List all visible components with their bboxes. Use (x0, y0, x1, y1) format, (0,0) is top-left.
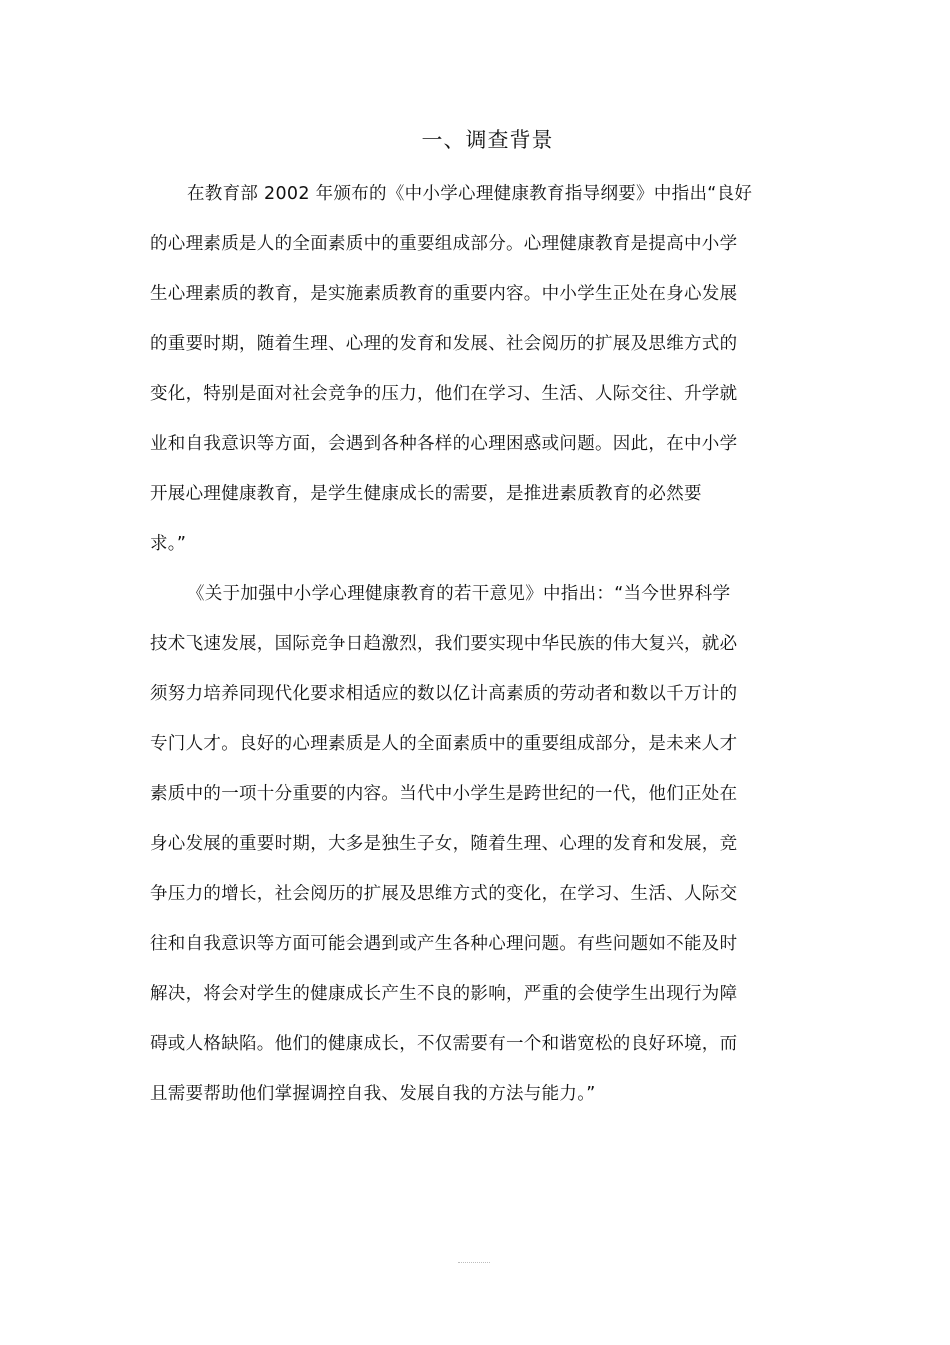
section-heading: 一、调查背景 (421, 128, 554, 152)
paragraph-2-line-11: 且需要帮助他们掌握调控自我、发展自我的方法与能力。” (150, 1084, 596, 1104)
paragraph-1-line-2: 的心理素质是人的全面素质中的重要组成部分。心理健康教育是提高中小学 (150, 234, 738, 254)
paragraph-2-line-9: 解决，将会对学生的健康成长产生不良的影响，严重的会使学生出现行为障 (150, 984, 738, 1004)
paragraph-2-line-8: 往和自我意识等方面可能会遇到或产生各种心理问题。有些问题如不能及时 (150, 934, 738, 954)
paragraph-1-line-6: 业和自我意识等方面，会遇到各种各样的心理困惑或问题。因此，在中小学 (150, 434, 738, 454)
paragraph-2-line-1: 《关于加强中小学心理健康教育的若干意见》中指出：“当今世界科学 (187, 584, 731, 604)
paragraph-2-line-3: 须努力培养同现代化要求相适应的数以亿计高素质的劳动者和数以千万计的 (150, 684, 738, 704)
paragraph-1-line-4: 的重要时期，随着生理、心理的发育和发展、社会阅历的扩展及思维方式的 (150, 334, 738, 354)
paragraph-1-line-8: 求。” (150, 534, 187, 554)
paragraph-2-line-2: 技术飞速发展，国际竞争日趋激烈，我们要实现中华民族的伟大复兴，就必 (150, 634, 738, 654)
paragraph-1-line-3: 生心理素质的教育，是实施素质教育的重要内容。中小学生正处在身心发展 (150, 284, 738, 304)
paragraph-2-line-6: 身心发展的重要时期，大多是独生子女，随着生理、心理的发育和发展，竞 (150, 834, 738, 854)
paragraph-2-line-4: 专门人才。良好的心理素质是人的全面素质中的重要组成部分，是未来人才 (150, 734, 738, 754)
footer-dotted-mark (458, 1262, 490, 1267)
paragraph-2-line-5: 素质中的一项十分重要的内容。当代中小学生是跨世纪的一代，他们正处在 (150, 784, 738, 804)
paragraph-1-line-5: 变化，特别是面对社会竞争的压力，他们在学习、生活、人际交往、升学就 (150, 384, 738, 404)
paragraph-1-line-7: 开展心理健康教育，是学生健康成长的需要，是推进素质教育的必然要 (150, 484, 702, 504)
paragraph-2-line-7: 争压力的增长，社会阅历的扩展及思维方式的变化，在学习、生活、人际交 (150, 884, 738, 904)
paragraph-2-line-10: 碍或人格缺陷。他们的健康成长，不仅需要有一个和谐宽松的良好环境，而 (150, 1034, 738, 1054)
paragraph-1-line-1: 在教育部 2002 年颁布的《中小学心理健康教育指导纲要》中指出“良好 (187, 184, 753, 204)
